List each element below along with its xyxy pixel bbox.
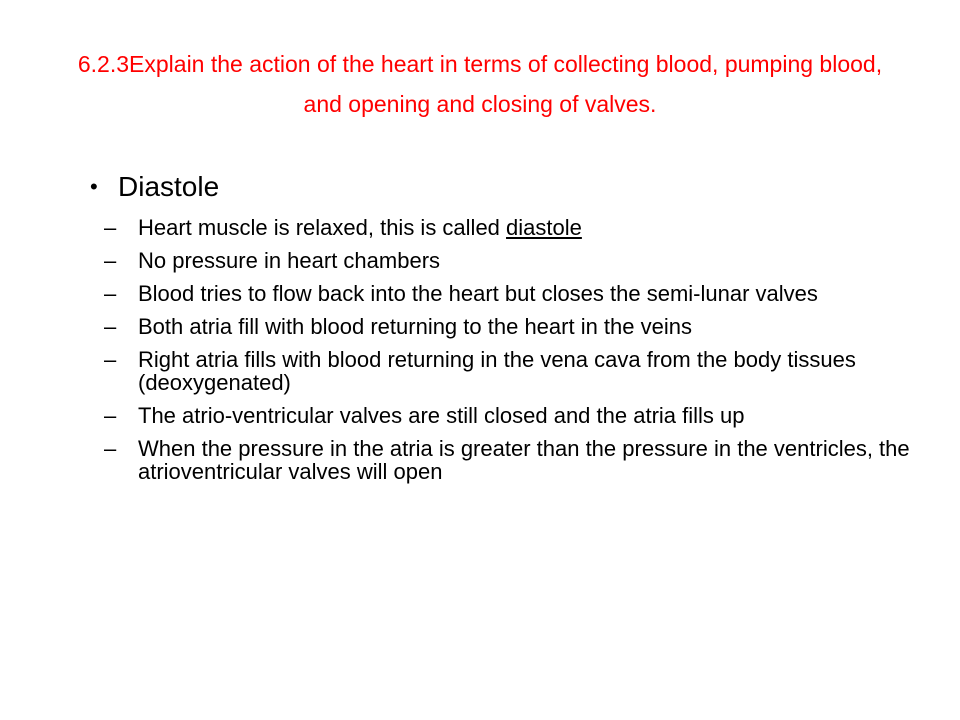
dash-icon: –	[104, 314, 117, 339]
sub-bullet-2	[104, 248, 918, 273]
sub-bullet-4	[104, 314, 918, 339]
sub-bullet-text: Blood tries to flow back into the heart but closes the semi-lunar valves	[138, 281, 818, 306]
sub-bullet-text: No pressure in heart chambers	[138, 248, 441, 273]
main-bullet	[90, 168, 918, 206]
slide-title: 6.2.3Explain the action of the heart in terms of collecting blood, pumping blood, and opening and closing of valves.	[77, 51, 883, 117]
dash-icon: –	[104, 281, 117, 306]
dash-icon: –	[104, 403, 117, 428]
dash-icon: –	[104, 436, 117, 461]
sub-bullet-text: The atrio-ventricular valves are still closed and the atria fills up	[138, 403, 745, 428]
slide-content	[90, 168, 918, 484]
sub-bullet-text: Both atria fill with blood returning to the heart in the veins	[138, 314, 692, 339]
dash-icon: –	[104, 347, 117, 372]
sub-bullet-1	[104, 215, 918, 240]
main-bullet-text: Diastole	[118, 171, 220, 202]
dash-icon: –	[104, 215, 117, 240]
sub-bullet-text: When the pressure in the atria is greater than the pressure in the ventricles, the atrioventricular valves will open	[138, 436, 910, 484]
sub-bullet-5	[104, 347, 918, 395]
bullet-dot-icon: •	[90, 174, 98, 199]
sub-bullet-6	[104, 403, 918, 428]
sub-bullet-7	[104, 436, 918, 484]
sub-bullet-3	[104, 281, 918, 306]
sub-bullet-list	[104, 215, 918, 484]
underlined-term: diastole	[506, 215, 582, 240]
sub-bullet-text: Right atria fills with blood returning in the vena cava from the body tissues (deoxygenated)	[138, 347, 856, 395]
dash-icon: –	[104, 248, 117, 273]
sub-bullet-text: Heart muscle is relaxed, this is called	[138, 215, 507, 240]
